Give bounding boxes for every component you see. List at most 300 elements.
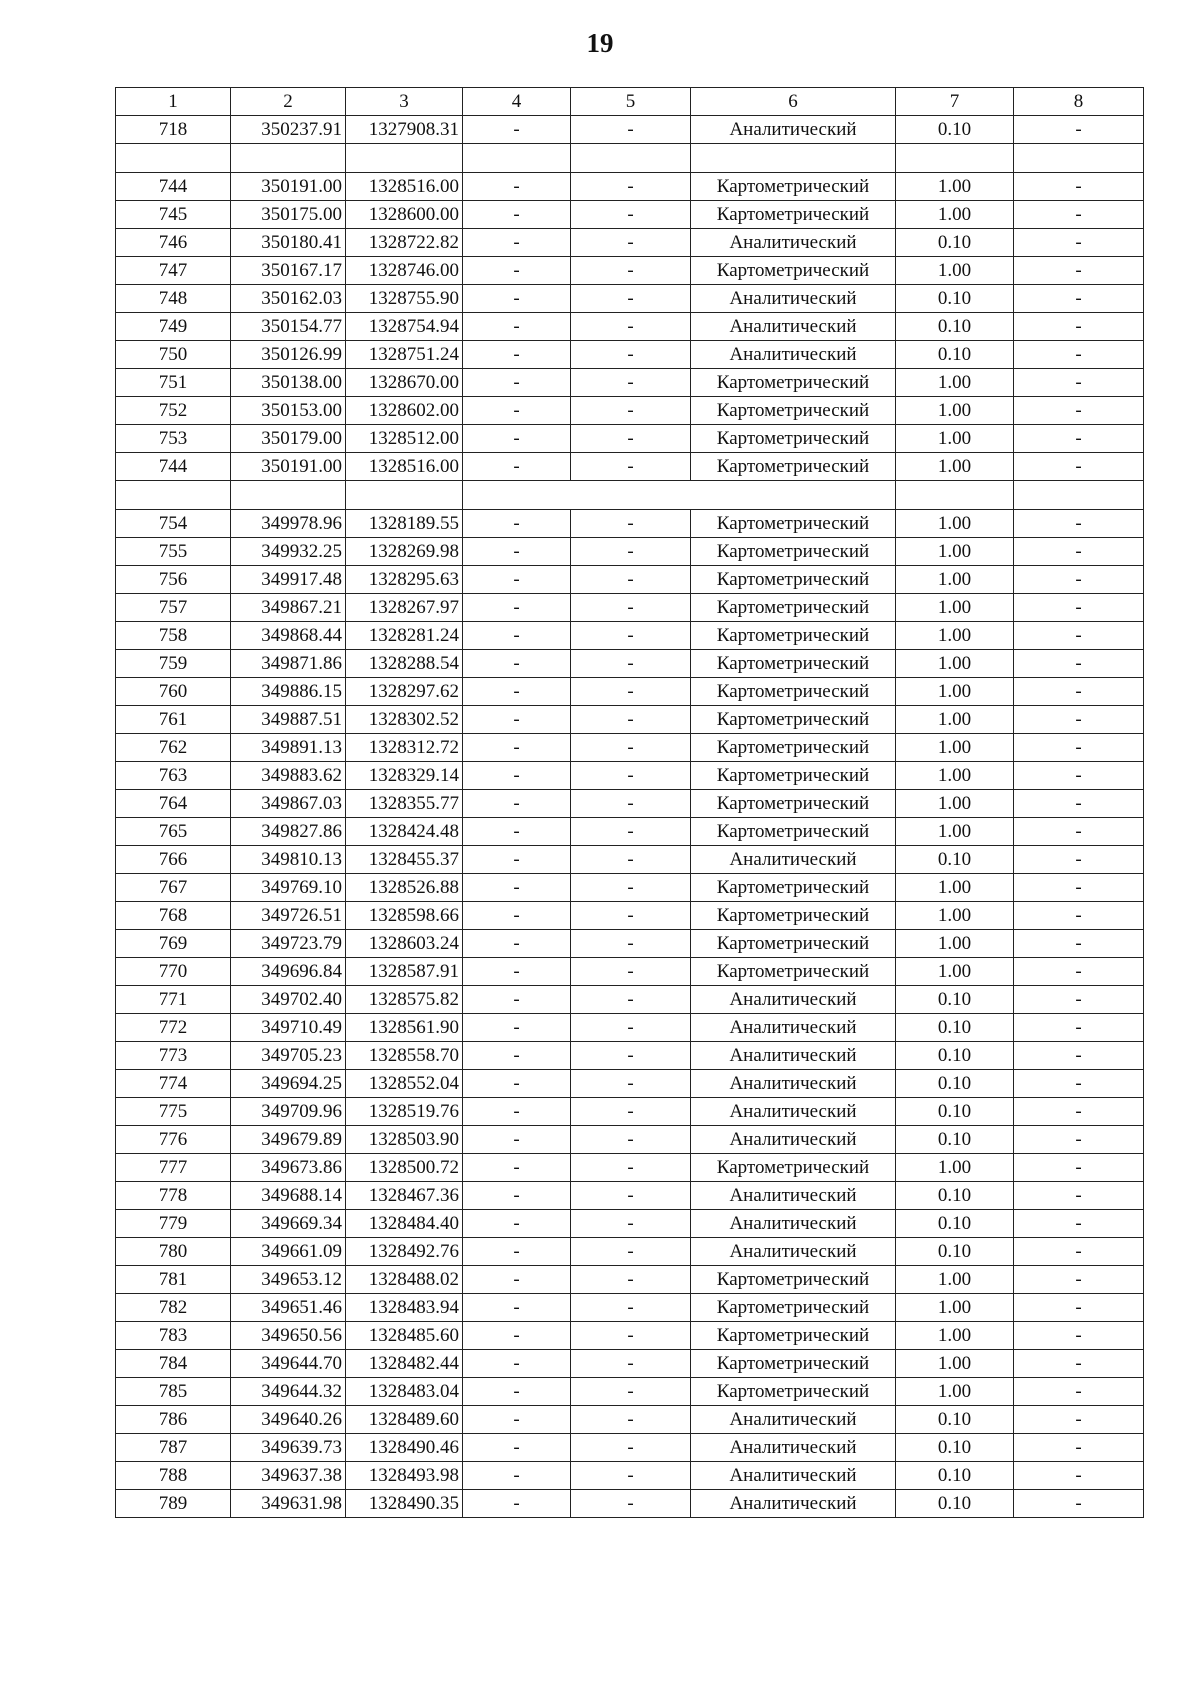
accuracy-cell: 1.00 [896, 1266, 1014, 1294]
accuracy-cell: 1.00 [896, 874, 1014, 902]
x-coordinate-cell: 349640.26 [231, 1406, 346, 1434]
table-row [116, 1322, 1144, 1350]
col-5-cell: - [571, 734, 691, 762]
col-4-cell: - [463, 734, 571, 762]
col-5-cell: - [571, 313, 691, 341]
col-4-cell: - [463, 818, 571, 846]
col-8-cell: - [1014, 846, 1144, 874]
x-coordinate-cell: 349871.86 [231, 650, 346, 678]
col-8-cell: - [1014, 1042, 1144, 1070]
col-5-cell: - [571, 1322, 691, 1350]
col-5-cell: - [571, 1154, 691, 1182]
col-8-cell: - [1014, 369, 1144, 397]
col-2-header: 2 [231, 88, 346, 116]
y-coordinate-cell: 1328603.24 [346, 930, 463, 958]
y-coordinate-cell: 1328488.02 [346, 1266, 463, 1294]
table-row [116, 397, 1144, 425]
point-number-cell: 785 [116, 1378, 231, 1406]
table-row [116, 762, 1144, 790]
point-number-cell: 761 [116, 706, 231, 734]
table-row [116, 594, 1144, 622]
col-5-cell: - [571, 846, 691, 874]
col-8-cell: - [1014, 986, 1144, 1014]
y-coordinate-cell: 1328483.94 [346, 1294, 463, 1322]
col-4-cell: - [463, 930, 571, 958]
table-row [116, 229, 1144, 257]
col-4-cell: - [463, 1322, 571, 1350]
y-coordinate-cell: 1328500.72 [346, 1154, 463, 1182]
method-cell: Картометрический [691, 1266, 896, 1294]
x-coordinate-cell: 350237.91 [231, 116, 346, 144]
accuracy-cell: 0.10 [896, 1070, 1014, 1098]
point-number-cell: 745 [116, 201, 231, 229]
col-4-cell: - [463, 1126, 571, 1154]
accuracy-cell: 0.10 [896, 1126, 1014, 1154]
method-cell: Картометрический [691, 1350, 896, 1378]
point-number-cell: 752 [116, 397, 231, 425]
y-coordinate-cell: 1328189.55 [346, 510, 463, 538]
col-5-cell: - [571, 1490, 691, 1518]
accuracy-cell: 1.00 [896, 566, 1014, 594]
accuracy-cell: 1.00 [896, 706, 1014, 734]
accuracy-cell: 1.00 [896, 958, 1014, 986]
y-coordinate-cell: 1328751.24 [346, 341, 463, 369]
col-5-cell: - [571, 1434, 691, 1462]
col-8-cell: - [1014, 397, 1144, 425]
col-4-cell: - [463, 538, 571, 566]
table-row [116, 1070, 1144, 1098]
x-coordinate-cell: 350126.99 [231, 341, 346, 369]
col-5-cell: - [571, 902, 691, 930]
accuracy-cell: 1.00 [896, 397, 1014, 425]
method-cell: Аналитический [691, 986, 896, 1014]
method-cell: Картометрический [691, 566, 896, 594]
col-8-cell: - [1014, 622, 1144, 650]
method-cell: Картометрический [691, 1322, 896, 1350]
col-4-cell: - [463, 341, 571, 369]
col-8-cell: - [1014, 930, 1144, 958]
table-row [116, 650, 1144, 678]
accuracy-cell: 1.00 [896, 1378, 1014, 1406]
separator-cell [231, 144, 346, 173]
col-8-cell: - [1014, 257, 1144, 285]
table-row [116, 1154, 1144, 1182]
y-coordinate-cell: 1328754.94 [346, 313, 463, 341]
point-number-cell: 774 [116, 1070, 231, 1098]
accuracy-cell: 1.00 [896, 762, 1014, 790]
method-cell: Картометрический [691, 1294, 896, 1322]
col-4-cell: - [463, 1042, 571, 1070]
y-coordinate-cell: 1328355.77 [346, 790, 463, 818]
col-8-cell: - [1014, 594, 1144, 622]
accuracy-cell: 1.00 [896, 818, 1014, 846]
accuracy-cell: 0.10 [896, 1462, 1014, 1490]
col-5-cell: - [571, 790, 691, 818]
table-row [116, 425, 1144, 453]
x-coordinate-cell: 349726.51 [231, 902, 346, 930]
col-8-cell: - [1014, 1070, 1144, 1098]
table-row [116, 313, 1144, 341]
table-row [116, 453, 1144, 481]
y-coordinate-cell: 1328558.70 [346, 1042, 463, 1070]
col-4-header: 4 [463, 88, 571, 116]
separator-row [116, 481, 1144, 510]
accuracy-cell: 0.10 [896, 1042, 1014, 1070]
point-number-cell: 748 [116, 285, 231, 313]
accuracy-cell: 0.10 [896, 1014, 1014, 1042]
col-5-cell: - [571, 986, 691, 1014]
col-5-cell: - [571, 1126, 691, 1154]
col-5-cell: - [571, 678, 691, 706]
x-coordinate-cell: 349688.14 [231, 1182, 346, 1210]
x-coordinate-cell: 350180.41 [231, 229, 346, 257]
accuracy-cell: 1.00 [896, 510, 1014, 538]
col-4-cell: - [463, 453, 571, 481]
method-cell: Картометрический [691, 1154, 896, 1182]
col-5-cell: - [571, 341, 691, 369]
accuracy-cell: 0.10 [896, 1238, 1014, 1266]
col-5-cell: - [571, 1406, 691, 1434]
accuracy-cell: 0.10 [896, 1434, 1014, 1462]
col-5-cell: - [571, 706, 691, 734]
col-1-header: 1 [116, 88, 231, 116]
y-coordinate-cell: 1328552.04 [346, 1070, 463, 1098]
col-4-cell: - [463, 594, 571, 622]
point-number-cell: 787 [116, 1434, 231, 1462]
method-cell: Аналитический [691, 1490, 896, 1518]
table-row [116, 1210, 1144, 1238]
table-row [116, 1042, 1144, 1070]
y-coordinate-cell: 1328526.88 [346, 874, 463, 902]
col-4-cell: - [463, 762, 571, 790]
col-4-cell: - [463, 1210, 571, 1238]
y-coordinate-cell: 1328600.00 [346, 201, 463, 229]
x-coordinate-cell: 349723.79 [231, 930, 346, 958]
col-8-cell: - [1014, 790, 1144, 818]
x-coordinate-cell: 350154.77 [231, 313, 346, 341]
accuracy-cell: 1.00 [896, 902, 1014, 930]
method-cell: Аналитический [691, 1042, 896, 1070]
table-row [116, 369, 1144, 397]
x-coordinate-cell: 349710.49 [231, 1014, 346, 1042]
separator-cell [571, 481, 691, 510]
point-number-cell: 773 [116, 1042, 231, 1070]
accuracy-cell: 1.00 [896, 1350, 1014, 1378]
col-8-cell: - [1014, 453, 1144, 481]
accuracy-cell: 1.00 [896, 678, 1014, 706]
table-row [116, 257, 1144, 285]
col-5-cell: - [571, 173, 691, 201]
point-number-cell: 764 [116, 790, 231, 818]
col-8-cell: - [1014, 566, 1144, 594]
x-coordinate-cell: 349978.96 [231, 510, 346, 538]
separator-cell [116, 144, 231, 173]
method-cell: Картометрический [691, 706, 896, 734]
col-8-cell: - [1014, 1294, 1144, 1322]
point-number-cell: 765 [116, 818, 231, 846]
col-5-cell: - [571, 566, 691, 594]
col-5-cell: - [571, 818, 691, 846]
point-number-cell: 749 [116, 313, 231, 341]
point-number-cell: 770 [116, 958, 231, 986]
y-coordinate-cell: 1328755.90 [346, 285, 463, 313]
accuracy-cell: 1.00 [896, 201, 1014, 229]
method-cell: Картометрический [691, 902, 896, 930]
col-4-cell: - [463, 257, 571, 285]
y-coordinate-cell: 1328267.97 [346, 594, 463, 622]
method-cell: Картометрический [691, 650, 896, 678]
x-coordinate-cell: 350162.03 [231, 285, 346, 313]
table-row [116, 902, 1144, 930]
col-5-cell: - [571, 201, 691, 229]
x-coordinate-cell: 349705.23 [231, 1042, 346, 1070]
col-4-cell: - [463, 1154, 571, 1182]
y-coordinate-cell: 1328485.60 [346, 1322, 463, 1350]
y-coordinate-cell: 1328295.63 [346, 566, 463, 594]
table-row [116, 510, 1144, 538]
col-4-cell: - [463, 1014, 571, 1042]
point-number-cell: 768 [116, 902, 231, 930]
method-cell: Аналитический [691, 1070, 896, 1098]
x-coordinate-cell: 349644.32 [231, 1378, 346, 1406]
separator-cell [896, 144, 1014, 173]
col-5-cell: - [571, 1350, 691, 1378]
point-number-cell: 781 [116, 1266, 231, 1294]
method-cell: Картометрический [691, 930, 896, 958]
col-5-cell: - [571, 538, 691, 566]
x-coordinate-cell: 349653.12 [231, 1266, 346, 1294]
method-cell: Картометрический [691, 510, 896, 538]
method-cell: Картометрический [691, 201, 896, 229]
point-number-cell: 762 [116, 734, 231, 762]
col-5-cell: - [571, 1378, 691, 1406]
method-cell: Картометрический [691, 958, 896, 986]
col-4-cell: - [463, 1294, 571, 1322]
accuracy-cell: 0.10 [896, 1210, 1014, 1238]
x-coordinate-cell: 349932.25 [231, 538, 346, 566]
col-4-cell: - [463, 201, 571, 229]
y-coordinate-cell: 1328312.72 [346, 734, 463, 762]
separator-cell [571, 144, 691, 173]
table-row [116, 846, 1144, 874]
y-coordinate-cell: 1328467.36 [346, 1182, 463, 1210]
table-row [116, 566, 1144, 594]
point-number-cell: 789 [116, 1490, 231, 1518]
col-8-cell: - [1014, 1098, 1144, 1126]
method-cell: Картометрический [691, 734, 896, 762]
table-row [116, 1182, 1144, 1210]
accuracy-cell: 0.10 [896, 341, 1014, 369]
y-coordinate-cell: 1328503.90 [346, 1126, 463, 1154]
col-4-cell: - [463, 285, 571, 313]
col-5-cell: - [571, 369, 691, 397]
col-3-header: 3 [346, 88, 463, 116]
col-8-cell: - [1014, 116, 1144, 144]
y-coordinate-cell: 1328455.37 [346, 846, 463, 874]
col-8-cell: - [1014, 958, 1144, 986]
accuracy-cell: 1.00 [896, 453, 1014, 481]
col-4-cell: - [463, 874, 571, 902]
x-coordinate-cell: 349679.89 [231, 1126, 346, 1154]
table-row [116, 1266, 1144, 1294]
x-coordinate-cell: 349867.21 [231, 594, 346, 622]
point-number-cell: 767 [116, 874, 231, 902]
col-8-cell: - [1014, 313, 1144, 341]
table-row [116, 986, 1144, 1014]
method-cell: Аналитический [691, 1238, 896, 1266]
table-row [116, 341, 1144, 369]
accuracy-cell: 1.00 [896, 790, 1014, 818]
table-row [116, 116, 1144, 144]
method-cell: Картометрический [691, 594, 896, 622]
col-4-cell: - [463, 1378, 571, 1406]
col-4-cell: - [463, 986, 571, 1014]
col-5-cell: - [571, 650, 691, 678]
separator-cell [896, 481, 1014, 510]
y-coordinate-cell: 1328722.82 [346, 229, 463, 257]
y-coordinate-cell: 1328492.76 [346, 1238, 463, 1266]
col-4-cell: - [463, 902, 571, 930]
accuracy-cell: 0.10 [896, 1406, 1014, 1434]
col-8-cell: - [1014, 1462, 1144, 1490]
col-5-cell: - [571, 930, 691, 958]
x-coordinate-cell: 349651.46 [231, 1294, 346, 1322]
col-8-cell: - [1014, 1238, 1144, 1266]
method-cell: Аналитический [691, 1406, 896, 1434]
y-coordinate-cell: 1328516.00 [346, 453, 463, 481]
separator-cell [691, 144, 896, 173]
col-4-cell: - [463, 790, 571, 818]
point-number-cell: 777 [116, 1154, 231, 1182]
y-coordinate-cell: 1328587.91 [346, 958, 463, 986]
col-4-cell: - [463, 313, 571, 341]
table-row [116, 818, 1144, 846]
point-number-cell: 783 [116, 1322, 231, 1350]
y-coordinate-cell: 1328489.60 [346, 1406, 463, 1434]
col-4-cell: - [463, 622, 571, 650]
col-8-cell: - [1014, 1434, 1144, 1462]
y-coordinate-cell: 1328302.52 [346, 706, 463, 734]
col-8-cell: - [1014, 902, 1144, 930]
x-coordinate-cell: 349868.44 [231, 622, 346, 650]
x-coordinate-cell: 349669.34 [231, 1210, 346, 1238]
table-row [116, 874, 1144, 902]
table-row [116, 1238, 1144, 1266]
x-coordinate-cell: 349650.56 [231, 1322, 346, 1350]
coordinates-table [115, 87, 1144, 1518]
y-coordinate-cell: 1328288.54 [346, 650, 463, 678]
col-4-cell: - [463, 1266, 571, 1294]
point-number-cell: 755 [116, 538, 231, 566]
table-row [116, 201, 1144, 229]
accuracy-cell: 0.10 [896, 313, 1014, 341]
col-4-cell: - [463, 1490, 571, 1518]
method-cell: Аналитический [691, 116, 896, 144]
table-row [116, 706, 1144, 734]
separator-cell [463, 144, 571, 173]
point-number-cell: 751 [116, 369, 231, 397]
y-coordinate-cell: 1328483.04 [346, 1378, 463, 1406]
point-number-cell: 746 [116, 229, 231, 257]
col-4-cell: - [463, 510, 571, 538]
col-8-cell: - [1014, 341, 1144, 369]
col-5-cell: - [571, 594, 691, 622]
col-8-cell: - [1014, 538, 1144, 566]
col-8-cell: - [1014, 1490, 1144, 1518]
col-5-cell: - [571, 1238, 691, 1266]
x-coordinate-cell: 349867.03 [231, 790, 346, 818]
col-5-cell: - [571, 397, 691, 425]
y-coordinate-cell: 1328746.00 [346, 257, 463, 285]
col-5-cell: - [571, 1266, 691, 1294]
page-number: 19 [586, 28, 614, 58]
col-5-cell: - [571, 762, 691, 790]
table-row [116, 1126, 1144, 1154]
col-5-cell: - [571, 958, 691, 986]
point-number-cell: 763 [116, 762, 231, 790]
method-cell: Картометрический [691, 257, 896, 285]
col-8-cell: - [1014, 173, 1144, 201]
accuracy-cell: 1.00 [896, 1322, 1014, 1350]
method-cell: Аналитический [691, 1462, 896, 1490]
col-6-header: 6 [691, 88, 896, 116]
col-4-cell: - [463, 397, 571, 425]
method-cell: Картометрический [691, 425, 896, 453]
col-4-cell: - [463, 1070, 571, 1098]
method-cell: Картометрический [691, 538, 896, 566]
method-cell: Аналитический [691, 846, 896, 874]
col-5-cell: - [571, 425, 691, 453]
y-coordinate-cell: 1328561.90 [346, 1014, 463, 1042]
col-5-cell: - [571, 453, 691, 481]
table-row [116, 1462, 1144, 1490]
table-row [116, 790, 1144, 818]
point-number-cell: 780 [116, 1238, 231, 1266]
method-cell: Картометрический [691, 622, 896, 650]
col-8-cell: - [1014, 229, 1144, 257]
col-5-header: 5 [571, 88, 691, 116]
method-cell: Аналитический [691, 229, 896, 257]
col-8-cell: - [1014, 1182, 1144, 1210]
col-8-cell: - [1014, 1126, 1144, 1154]
method-cell: Картометрический [691, 397, 896, 425]
x-coordinate-cell: 349709.96 [231, 1098, 346, 1126]
method-cell: Картометрический [691, 678, 896, 706]
point-number-cell: 786 [116, 1406, 231, 1434]
accuracy-cell: 0.10 [896, 846, 1014, 874]
x-coordinate-cell: 349694.25 [231, 1070, 346, 1098]
col-8-cell: - [1014, 650, 1144, 678]
point-number-cell: 756 [116, 566, 231, 594]
table-row [116, 1406, 1144, 1434]
y-coordinate-cell: 1328490.35 [346, 1490, 463, 1518]
col-5-cell: - [571, 510, 691, 538]
table-header-row [116, 88, 1144, 116]
x-coordinate-cell: 349891.13 [231, 734, 346, 762]
point-number-cell: 772 [116, 1014, 231, 1042]
col-5-cell: - [571, 116, 691, 144]
y-coordinate-cell: 1328670.00 [346, 369, 463, 397]
accuracy-cell: 0.10 [896, 1490, 1014, 1518]
accuracy-cell: 1.00 [896, 538, 1014, 566]
method-cell: Картометрический [691, 818, 896, 846]
x-coordinate-cell: 350138.00 [231, 369, 346, 397]
accuracy-cell: 0.10 [896, 1098, 1014, 1126]
x-coordinate-cell: 349886.15 [231, 678, 346, 706]
col-8-cell: - [1014, 425, 1144, 453]
x-coordinate-cell: 349917.48 [231, 566, 346, 594]
separator-row [116, 144, 1144, 173]
